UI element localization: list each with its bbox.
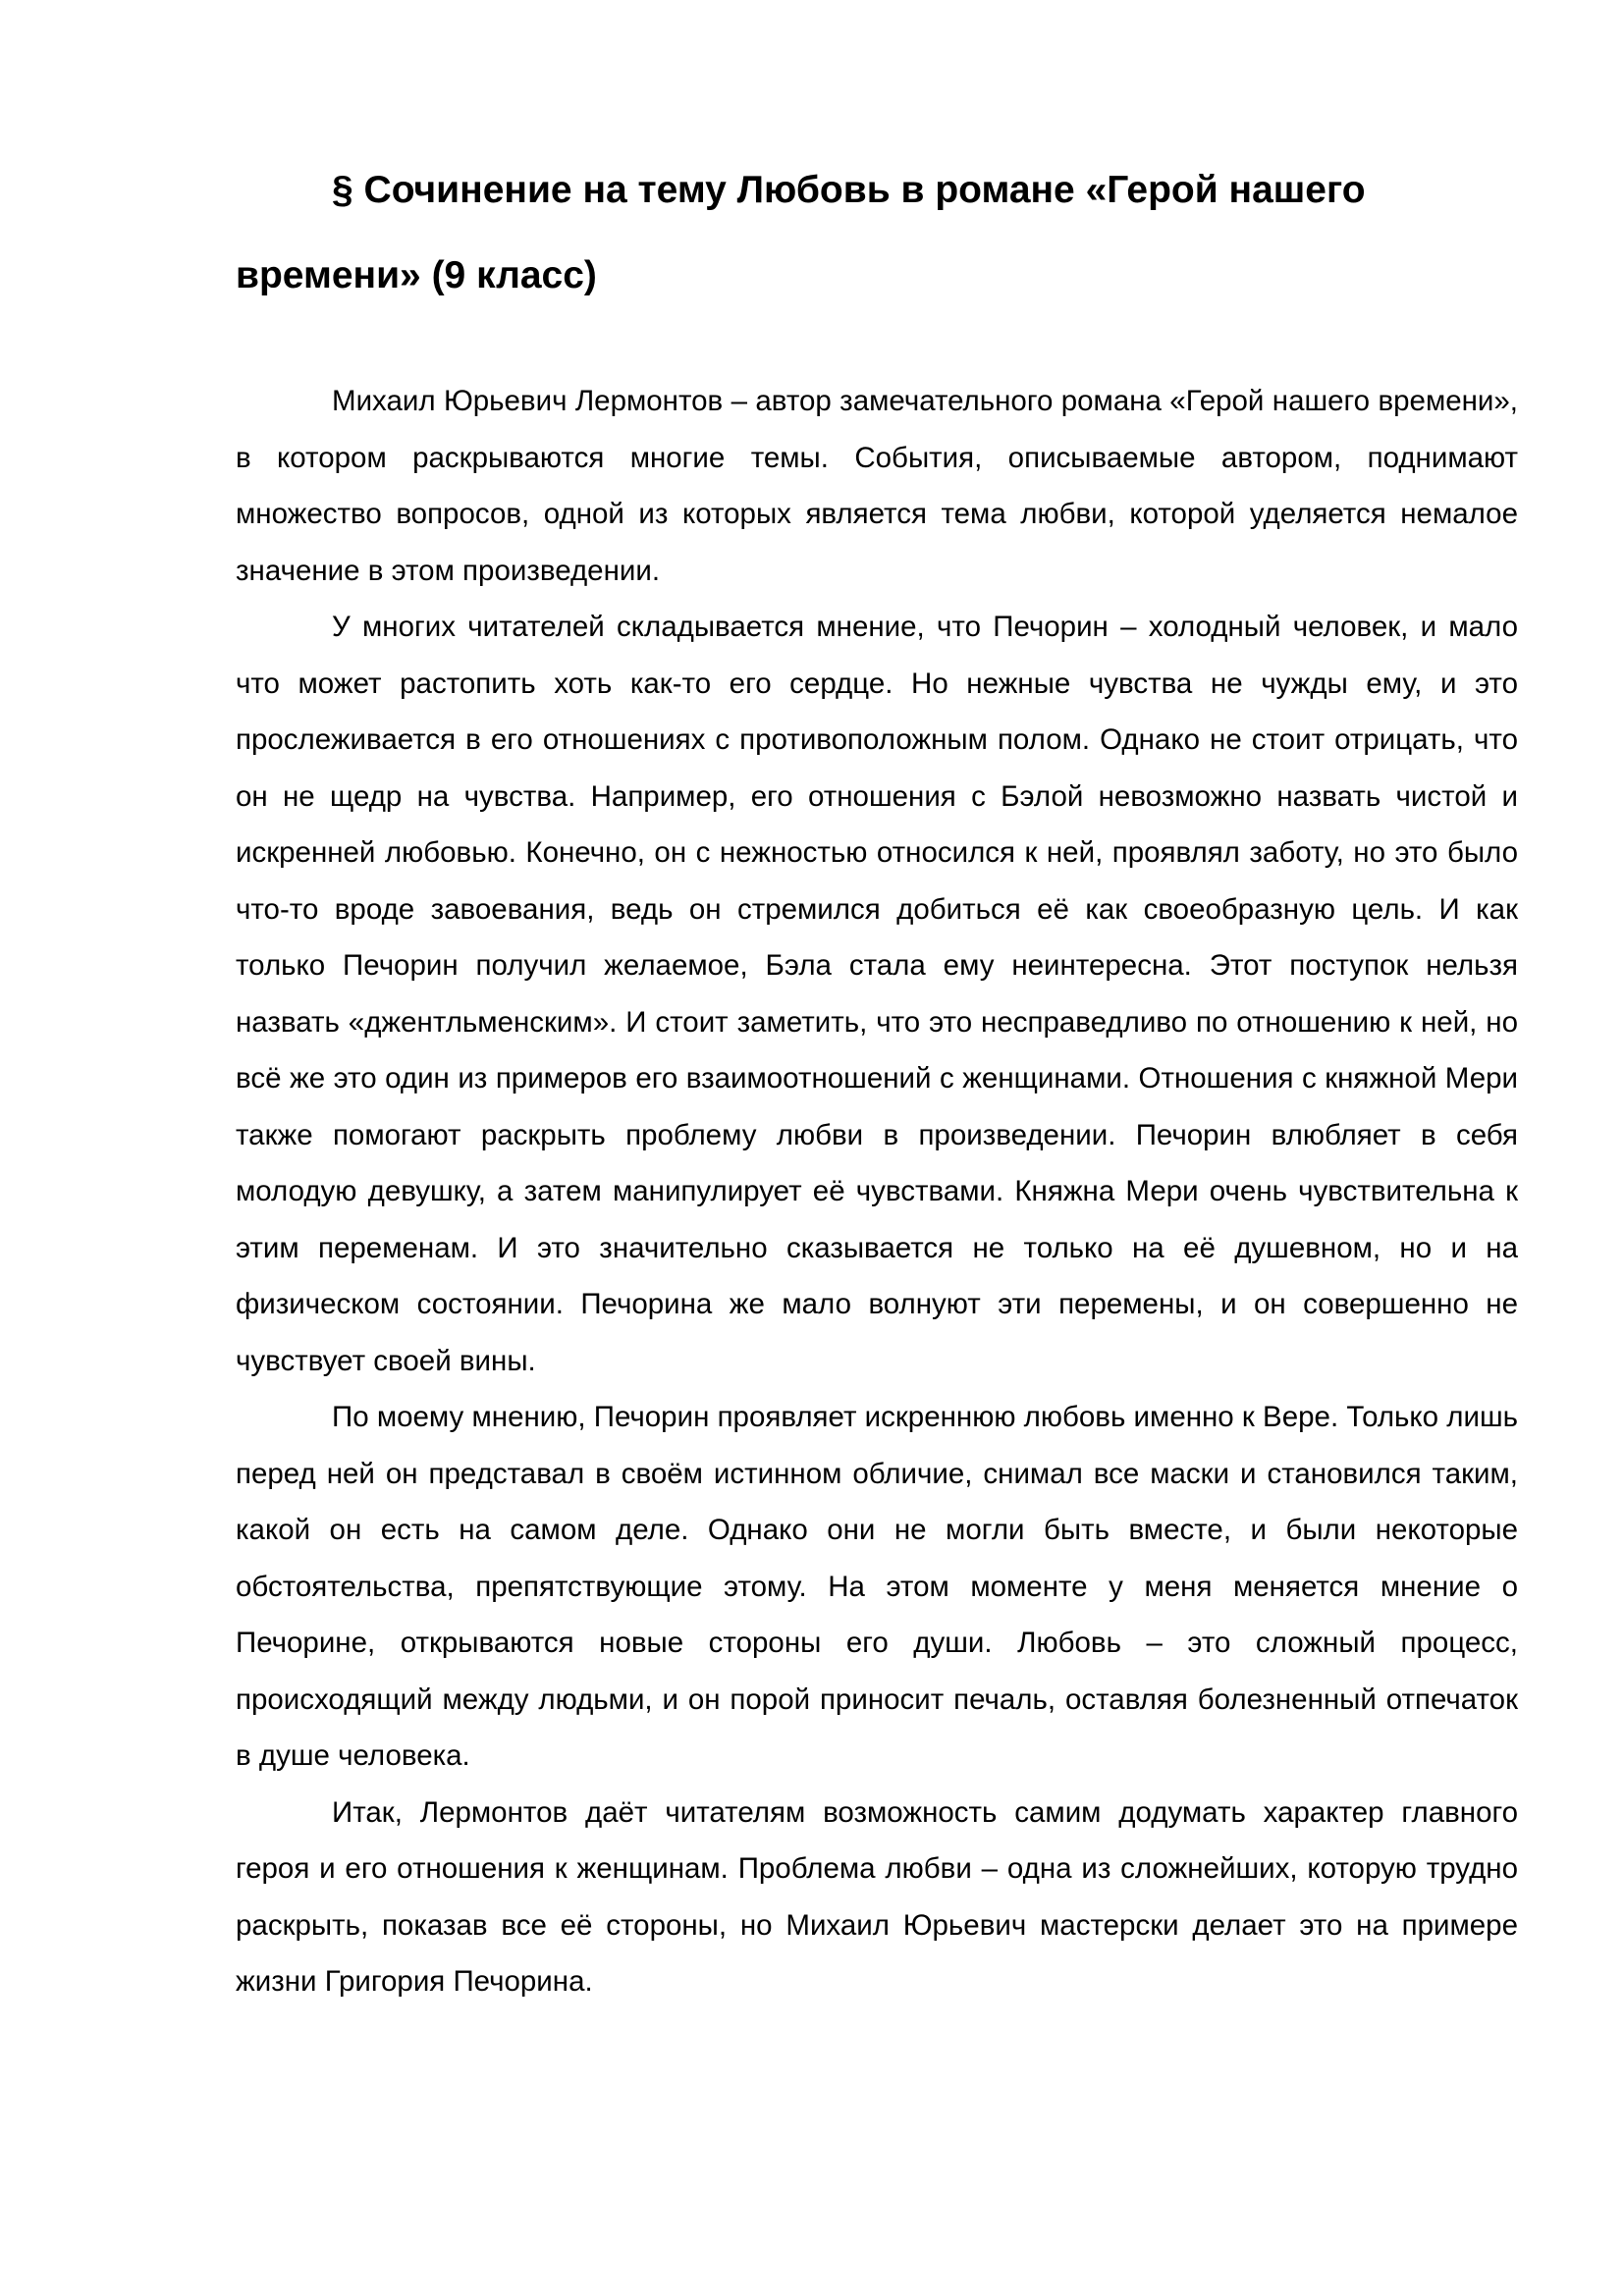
paragraph-bela-mary: У многих читателей складывается мнение, что Печорин – холодный человек, и мало что может растопить хоть как-то его сердце. Но нежные чувства не чужды ему, и это прослеживается в его отношениях с противоположным полом. Однако не стоит отрицать, что он не щедр на чувства. Например, его отношения с Бэлой невозможно назвать чистой и искренней любовью. Конечно, он с нежностью относился к ней, проявлял заботу, но это было что-то вроде завоевания, ведь он стремился добиться её как своеобразную цель. И как только Печорин получил желаемое, Бэла стала ему неинтересна. Этот поступок нельзя назвать «джентльменским». И стоит заметить, что это несправедливо по отношению к ней, но всё же это один из примеров его взаимоотношений с женщинами. Отношения с княжной Мери также помогают раскрыть проблему любви в произведении. Печорин влюбляет в себя молодую девушку, а затем манипулирует её чувствами. Княжна Мери очень чувствительна к этим переменам. И это значительно сказывается не только на её душевном, но и на физическом состоянии. Печорина же мало волнуют эти перемены, и он совершенно не чувствует своей вины.: [236, 611, 1518, 1377]
paragraph-intro: Михаил Юрьевич Лермонтов – автор замечательного романа «Герой нашего времени», в котором раскрываются многие темы. События, описываемые автором, поднимают множество вопросов, одной из которых является тема любви, которой уделяется немалое значение в этом произведении.: [236, 385, 1518, 587]
paragraph-conclusion: Итак, Лермонтов даёт читателям возможность самим додумать характер главного героя и его отношения к женщинам. Проблема любви – одна из сложнейших, которую трудно раскрыть, показав все её стороны, но Михаил Юрьевич мастерски делает это на примере жизни Григория Печорина.: [236, 1795, 1518, 1998]
document-body: [236, 373, 1518, 2010]
paragraph-vera: По моему мнению, Печорин проявляет искреннюю любовь именно к Вере. Только лишь перед ней он представал в своём истинном обличие, снимал все маски и становился таким, какой он есть на самом деле. Однако они не могли быть вместе, и были некоторые обстоятельства, препятствующие этому. На этом моменте у меня меняется мнение о Печорине, открываются новые стороны его души. Любовь – это сложный процесс, происходящий между людьми, и он порой приносит печаль, оставляя болезненный отпечаток в душе человека.: [236, 1401, 1518, 1772]
document-title: § Сочинение на тему Любовь в романе «Герой нашего времени» (9 класс): [236, 169, 1366, 296]
document-page: [236, 147, 1518, 2010]
